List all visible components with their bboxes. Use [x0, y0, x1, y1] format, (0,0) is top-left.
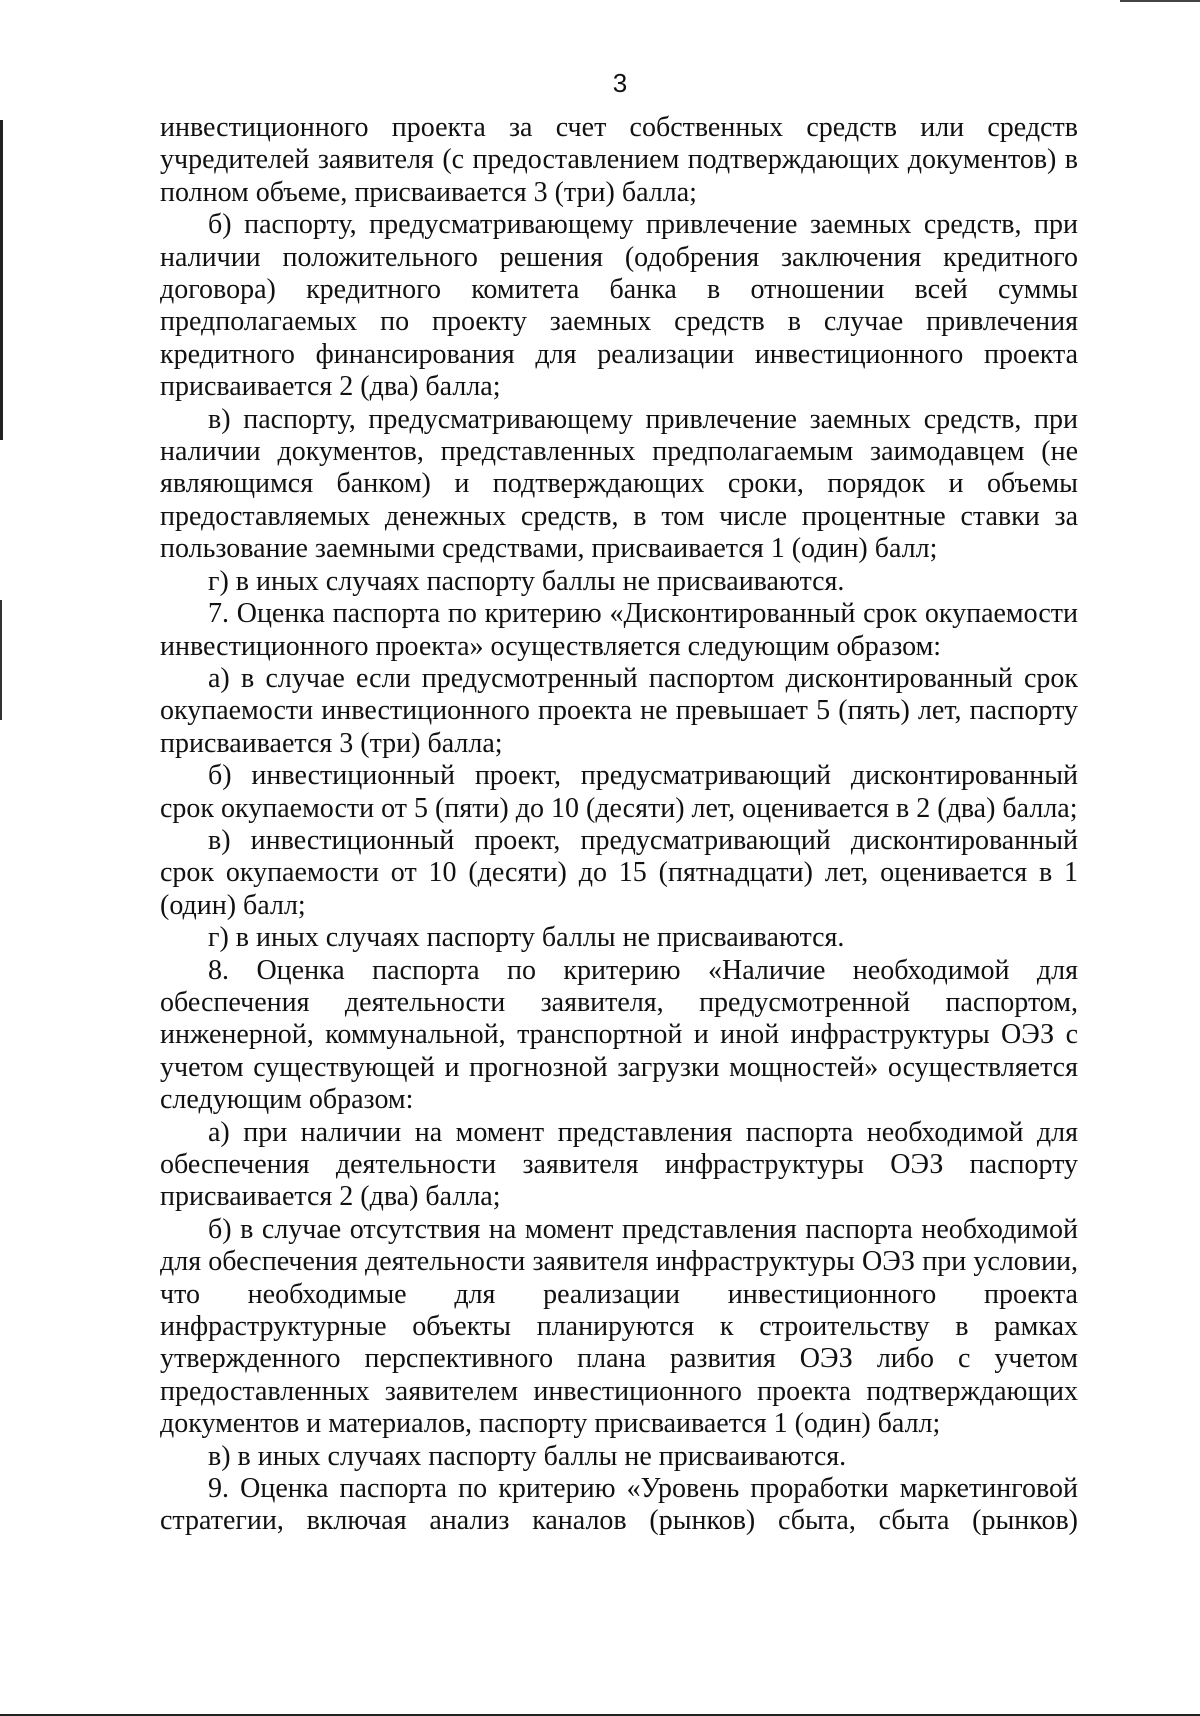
paragraph-8: 8. Оценка паспорта по критерию «Наличие необходимой для обеспечения деятельности заявителя, предусмотренной паспортом, инженерной, коммунальной, транспортной и иной инфраструктуры ОЭЗ с учетом существующей и прогнозной загрузки мощностей» осуществляется следующим образом:: [160, 954, 1078, 1116]
paragraph-7g: г) в иных случаях паспорту баллы не присваиваются.: [208, 922, 845, 954]
paragraph-8v: в) в иных случаях паспорту баллы не присваиваются.: [208, 1440, 847, 1472]
paragraph-7: 7. Оценка паспорта по критерию «Дисконтированный срок окупаемости инвестиционного проекта» осуществляется следующим образом:: [160, 598, 1078, 662]
paragraph-6b: б) паспорту, предусматривающему привлечение заемных средств, при наличии положительного решения (одобрения заключения кредитного договора) кредитного комитета банка в отношении всей суммы предполагаемых по проекту заемных средств в случае привлечения кредитного финансирования для реализации инвестиционного проекта присваивается 2 (два) балла;: [160, 209, 1078, 403]
paragraph-7a: а) в случае если предусмотренный паспортом дисконтированный срок окупаемости инвестиционного проекта не превышает 5 (пять) лет, паспорту присваивается 3 (три) балла;: [160, 662, 1078, 759]
page-number: 3: [612, 68, 628, 98]
paragraph-8a: а) при наличии на момент представления паспорта необходимой для обеспечения деятельности заявителя инфраструктуры ОЭЗ паспорту присваивается 2 (два) балла;: [160, 1116, 1078, 1213]
paragraph-6v: в) паспорту, предусматривающему привлечение заемных средств, при наличии документов, представленных предполагаемым заимодавцем (не являющимся банком) и подтверждающих сроки, порядок и объемы предоставляемых денежных средств, в том числе процентные ставки за пользование заемными средствами, присваивается 1 (один) балл;: [160, 403, 1078, 565]
scan-edge-left-lower: [0, 600, 2, 720]
paragraph-6g: г) в иных случаях паспорту баллы не присваиваются.: [208, 565, 845, 597]
paragraph-8b: б) в случае отсутствия на момент представления паспорта необходимой для обеспечения деятельности заявителя инфраструктуры ОЭЗ при условии, что необходимые для реализации инвестиционного проекта инфраструктурные объекты планируются к строительству в рамках утвержденного перспективного плана развития ОЭЗ либо с учетом предоставленных заявителем инвестиционного проекта подтверждающих документов и материалов, паспорту присваивается 1 (один) балл;: [160, 1213, 1078, 1440]
scan-edge-top-right: [1120, 0, 1200, 2]
paragraph-9: 9. Оценка паспорта по критерию «Уровень проработки маркетинговой стратегии, включая анализ каналов (рынков) сбыта, сбыта (рынков): [160, 1473, 1078, 1537]
paragraph-continuation: инвестиционного проекта за счет собственных средств или средств учредителей заявителя (с предоставлением подтверждающих документов) в полном объеме, присваивается 3 (три) балла;: [160, 112, 1078, 208]
paragraph-7v: в) инвестиционный проект, предусматривающий дисконтированный срок окупаемости от 10 (десяти) до 15 (пятнадцати) лет, оценивается в 1 (один) балл;: [160, 824, 1078, 921]
scan-edge-left: [0, 120, 3, 440]
document-body: [160, 112, 1078, 1538]
paragraph-7b: б) инвестиционный проект, предусматривающий дисконтированный срок окупаемости от 5 (пяти) до 10 (десяти) лет, оценивается в 2 (два) балла;: [160, 760, 1078, 824]
